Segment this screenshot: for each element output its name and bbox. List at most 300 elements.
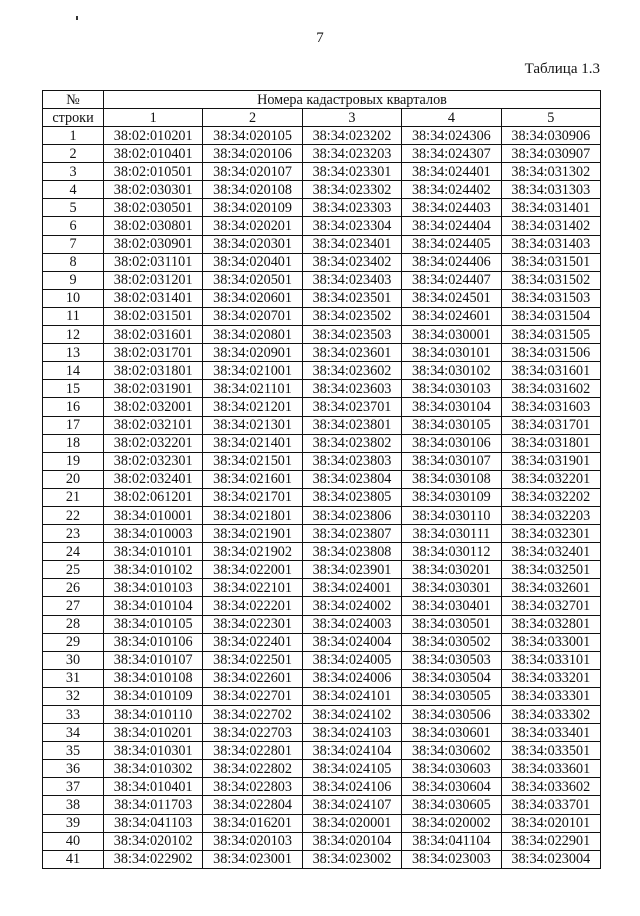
cadastral-number-cell: 38:02:010201 [104, 127, 203, 145]
cadastral-number-cell: 38:34:031603 [501, 398, 600, 416]
cadastral-number-cell: 38:34:022801 [203, 742, 302, 760]
row-number-cell: 30 [43, 651, 104, 669]
row-number-header-line1: № [43, 91, 104, 109]
row-number-cell: 4 [43, 181, 104, 199]
cadastral-number-cell: 38:34:023602 [302, 362, 401, 380]
cadastral-number-cell: 38:34:024107 [302, 796, 401, 814]
cadastral-number-cell: 38:34:022703 [203, 724, 302, 742]
cadastral-number-cell: 38:34:010101 [104, 543, 203, 561]
cadastral-number-cell: 38:34:030505 [402, 687, 501, 705]
cadastral-number-cell: 38:34:023301 [302, 163, 401, 181]
cadastral-number-cell: 38:34:010109 [104, 687, 203, 705]
cadastral-number-cell: 38:34:023002 [302, 850, 401, 868]
table-row [43, 452, 601, 470]
cadastral-number-cell: 38:34:023808 [302, 543, 401, 561]
cadastral-number-cell: 38:34:024401 [402, 163, 501, 181]
cadastral-number-cell: 38:34:031501 [501, 253, 600, 271]
cadastral-number-cell: 38:34:020002 [402, 814, 501, 832]
cadastral-number-cell: 38:34:010110 [104, 706, 203, 724]
table-row [43, 380, 601, 398]
cadastral-number-cell: 38:02:032201 [104, 434, 203, 452]
cadastral-number-cell: 38:34:016201 [203, 814, 302, 832]
table-row [43, 488, 601, 506]
cadastral-number-cell: 38:34:020108 [203, 181, 302, 199]
cadastral-number-cell: 38:34:030601 [402, 724, 501, 742]
cadastral-number-cell: 38:34:022401 [203, 633, 302, 651]
cadastral-number-cell: 38:34:031701 [501, 416, 600, 434]
cadastral-number-cell: 38:34:024003 [302, 615, 401, 633]
table-row [43, 289, 601, 307]
table-row [43, 217, 601, 235]
cadastral-number-cell: 38:34:033501 [501, 742, 600, 760]
cadastral-number-cell: 38:34:022804 [203, 796, 302, 814]
cadastral-number-cell: 38:34:020201 [203, 217, 302, 235]
row-number-header-line2: строки [43, 109, 104, 127]
cadastral-number-cell: 38:34:031601 [501, 362, 600, 380]
cadastral-number-cell: 38:34:030111 [402, 525, 501, 543]
row-number-cell: 18 [43, 434, 104, 452]
cadastral-number-cell: 38:34:023503 [302, 326, 401, 344]
cadastral-number-cell: 38:34:030112 [402, 543, 501, 561]
cadastral-number-cell: 38:34:020101 [501, 814, 600, 832]
cadastral-number-cell: 38:34:032601 [501, 579, 600, 597]
cadastral-number-cell: 38:34:024406 [402, 253, 501, 271]
cadastral-number-cell: 38:02:030301 [104, 181, 203, 199]
column-header-3: 3 [302, 109, 401, 127]
cadastral-number-cell: 38:34:021501 [203, 452, 302, 470]
table-row [43, 398, 601, 416]
table-row [43, 742, 601, 760]
table-row [43, 434, 601, 452]
table-row [43, 416, 601, 434]
cadastral-number-cell: 38:34:032501 [501, 561, 600, 579]
cadastral-number-cell: 38:34:023003 [402, 850, 501, 868]
cadastral-number-cell: 38:02:030501 [104, 199, 203, 217]
cadastral-number-cell: 38:34:023804 [302, 470, 401, 488]
cadastral-number-cell: 38:34:032203 [501, 506, 600, 524]
cadastral-number-cell: 38:34:033101 [501, 651, 600, 669]
cadastral-number-cell: 38:34:021001 [203, 362, 302, 380]
cadastral-number-cell: 38:34:030605 [402, 796, 501, 814]
cadastral-number-cell: 38:34:021902 [203, 543, 302, 561]
cadastral-number-cell: 38:34:033602 [501, 778, 600, 796]
cadastral-number-cell: 38:34:033001 [501, 633, 600, 651]
table-row [43, 850, 601, 868]
cadastral-number-cell: 38:34:023001 [203, 850, 302, 868]
cadastral-number-cell: 38:34:030107 [402, 452, 501, 470]
cadastral-number-cell: 38:34:021801 [203, 506, 302, 524]
cadastral-number-cell: 38:34:024006 [302, 669, 401, 687]
row-number-cell: 25 [43, 561, 104, 579]
cadastral-number-cell: 38:34:023806 [302, 506, 401, 524]
cadastral-number-cell: 38:02:030801 [104, 217, 203, 235]
cadastral-number-cell: 38:34:031505 [501, 326, 600, 344]
cadastral-number-cell: 38:34:030101 [402, 344, 501, 362]
cadastral-number-cell: 38:34:023202 [302, 127, 401, 145]
cadastral-number-cell: 38:34:031801 [501, 434, 600, 452]
cadastral-number-cell: 38:34:010103 [104, 579, 203, 597]
table-row [43, 253, 601, 271]
cadastral-number-cell: 38:34:024403 [402, 199, 501, 217]
table-row [43, 651, 601, 669]
table-row [43, 615, 601, 633]
cadastral-number-cell: 38:34:011703 [104, 796, 203, 814]
row-number-cell: 20 [43, 470, 104, 488]
cadastral-number-cell: 38:34:010107 [104, 651, 203, 669]
cadastral-number-cell: 38:34:030104 [402, 398, 501, 416]
table-row [43, 506, 601, 524]
table-row [43, 199, 601, 217]
table-row [43, 326, 601, 344]
table-row [43, 235, 601, 253]
cadastral-number-cell: 38:34:031504 [501, 307, 600, 325]
cadastral-number-cell: 38:34:021201 [203, 398, 302, 416]
table-row [43, 687, 601, 705]
cadastral-number-cell: 38:34:024102 [302, 706, 401, 724]
cadastral-number-cell: 38:34:020001 [302, 814, 401, 832]
cadastral-number-cell: 38:34:031302 [501, 163, 600, 181]
cadastral-number-cell: 38:34:010302 [104, 760, 203, 778]
cadastral-number-cell: 38:34:010102 [104, 561, 203, 579]
cadastral-number-cell: 38:34:023502 [302, 307, 401, 325]
cadastral-number-cell: 38:34:023004 [501, 850, 600, 868]
cadastral-number-cell: 38:02:031801 [104, 362, 203, 380]
cadastral-number-cell: 38:34:031303 [501, 181, 600, 199]
cadastral-number-cell: 38:34:024105 [302, 760, 401, 778]
cadastral-number-cell: 38:34:010104 [104, 597, 203, 615]
cadastral-number-cell: 38:34:022902 [104, 850, 203, 868]
row-number-cell: 37 [43, 778, 104, 796]
cadastral-number-cell: 38:34:033701 [501, 796, 600, 814]
row-number-cell: 24 [43, 543, 104, 561]
cadastral-number-cell: 38:34:023303 [302, 199, 401, 217]
row-number-cell: 2 [43, 145, 104, 163]
cadastral-number-cell: 38:02:031601 [104, 326, 203, 344]
column-header-2: 2 [203, 109, 302, 127]
cadastral-number-cell: 38:34:021101 [203, 380, 302, 398]
cadastral-number-cell: 38:34:030301 [402, 579, 501, 597]
cadastral-number-cell: 38:34:021701 [203, 488, 302, 506]
row-number-cell: 14 [43, 362, 104, 380]
cadastral-number-cell: 38:34:020501 [203, 271, 302, 289]
row-number-cell: 13 [43, 344, 104, 362]
cadastral-number-cell: 38:34:020401 [203, 253, 302, 271]
row-number-cell: 39 [43, 814, 104, 832]
cadastral-number-cell: 38:34:030504 [402, 669, 501, 687]
cadastral-number-cell: 38:34:021901 [203, 525, 302, 543]
cadastral-number-cell: 38:34:031402 [501, 217, 600, 235]
cadastral-number-cell: 38:34:022701 [203, 687, 302, 705]
cadastral-number-cell: 38:34:024306 [402, 127, 501, 145]
row-number-cell: 38 [43, 796, 104, 814]
cadastral-number-cell: 38:02:031701 [104, 344, 203, 362]
cadastral-number-cell: 38:34:020103 [203, 832, 302, 850]
cadastral-number-cell: 38:34:024101 [302, 687, 401, 705]
cadastral-number-cell: 38:34:032301 [501, 525, 600, 543]
table-row [43, 127, 601, 145]
cadastral-number-cell: 38:34:024601 [402, 307, 501, 325]
cadastral-number-cell: 38:34:033201 [501, 669, 600, 687]
cadastral-number-cell: 38:34:030105 [402, 416, 501, 434]
row-number-cell: 6 [43, 217, 104, 235]
table-row [43, 579, 601, 597]
table-row [43, 470, 601, 488]
column-header-4: 4 [402, 109, 501, 127]
cadastral-number-cell: 38:02:031101 [104, 253, 203, 271]
table-row [43, 778, 601, 796]
table-row [43, 525, 601, 543]
table-row [43, 597, 601, 615]
cadastral-number-cell: 38:34:023401 [302, 235, 401, 253]
table-body [43, 127, 601, 869]
row-number-cell: 16 [43, 398, 104, 416]
cadastral-number-cell: 38:34:021301 [203, 416, 302, 434]
cadastral-number-cell: 38:34:030001 [402, 326, 501, 344]
table-row [43, 145, 601, 163]
row-number-cell: 33 [43, 706, 104, 724]
cadastral-number-cell: 38:34:020107 [203, 163, 302, 181]
table-row [43, 271, 601, 289]
cadastral-number-cell: 38:02:031901 [104, 380, 203, 398]
row-number-cell: 29 [43, 633, 104, 651]
cadastral-number-cell: 38:34:024307 [402, 145, 501, 163]
row-number-cell: 31 [43, 669, 104, 687]
cadastral-number-cell: 38:34:020104 [302, 832, 401, 850]
cadastral-number-cell: 38:34:031502 [501, 271, 600, 289]
cadastral-number-cell: 38:34:023802 [302, 434, 401, 452]
cadastral-number-cell: 38:34:020105 [203, 127, 302, 145]
cadastral-number-cell: 38:34:020109 [203, 199, 302, 217]
table-row [43, 669, 601, 687]
table-row [43, 543, 601, 561]
cadastral-number-cell: 38:34:021401 [203, 434, 302, 452]
cadastral-number-cell: 38:02:010501 [104, 163, 203, 181]
table-row [43, 307, 601, 325]
table-row [43, 706, 601, 724]
cadastral-number-cell: 38:34:022201 [203, 597, 302, 615]
cadastral-number-cell: 38:34:030401 [402, 597, 501, 615]
row-number-cell: 12 [43, 326, 104, 344]
cadastral-number-cell: 38:02:032001 [104, 398, 203, 416]
cadastral-number-cell: 38:34:020801 [203, 326, 302, 344]
row-number-cell: 21 [43, 488, 104, 506]
cadastral-number-cell: 38:34:024407 [402, 271, 501, 289]
table-row [43, 814, 601, 832]
cadastral-number-cell: 38:34:033401 [501, 724, 600, 742]
cadastral-number-cell: 38:34:024402 [402, 181, 501, 199]
cadastral-number-cell: 38:34:020102 [104, 832, 203, 850]
cadastral-number-cell: 38:34:032801 [501, 615, 600, 633]
cadastral-number-cell: 38:34:032202 [501, 488, 600, 506]
cadastral-number-cell: 38:34:010108 [104, 669, 203, 687]
cadastral-number-cell: 38:34:021601 [203, 470, 302, 488]
row-number-cell: 26 [43, 579, 104, 597]
cadastral-number-cell: 38:34:010106 [104, 633, 203, 651]
cadastral-number-cell: 38:34:010001 [104, 506, 203, 524]
cadastral-number-cell: 38:34:030906 [501, 127, 600, 145]
cadastral-number-cell: 38:34:030201 [402, 561, 501, 579]
cadastral-number-cell: 38:34:033301 [501, 687, 600, 705]
cadastral-number-cell: 38:34:033601 [501, 760, 600, 778]
cadastral-number-cell: 38:34:030106 [402, 434, 501, 452]
cadastral-number-cell: 38:34:023601 [302, 344, 401, 362]
cadastral-number-cell: 38:02:032401 [104, 470, 203, 488]
row-number-cell: 1 [43, 127, 104, 145]
cadastral-number-cell: 38:34:030602 [402, 742, 501, 760]
table-row [43, 724, 601, 742]
row-number-cell: 11 [43, 307, 104, 325]
cadastral-number-cell: 38:34:023901 [302, 561, 401, 579]
cadastral-number-cell: 38:34:024002 [302, 597, 401, 615]
cadastral-number-cell: 38:02:032301 [104, 452, 203, 470]
row-number-cell: 23 [43, 525, 104, 543]
group-header: Номера кадастровых кварталов [104, 91, 601, 109]
cadastral-number-cell: 38:34:032201 [501, 470, 600, 488]
cadastral-number-cell: 38:34:023807 [302, 525, 401, 543]
row-number-cell: 22 [43, 506, 104, 524]
cadastral-number-cell: 38:34:031901 [501, 452, 600, 470]
cadastral-number-cell: 38:34:031602 [501, 380, 600, 398]
cadastral-number-cell: 38:34:022802 [203, 760, 302, 778]
cadastral-number-cell: 38:34:023801 [302, 416, 401, 434]
cadastral-number-cell: 38:02:061201 [104, 488, 203, 506]
cadastral-number-cell: 38:34:020106 [203, 145, 302, 163]
cadastral-number-cell: 38:34:030603 [402, 760, 501, 778]
cadastral-number-cell: 38:34:022001 [203, 561, 302, 579]
cadastral-number-cell: 38:34:020901 [203, 344, 302, 362]
table-row [43, 362, 601, 380]
row-number-cell: 32 [43, 687, 104, 705]
row-number-cell: 5 [43, 199, 104, 217]
cadastral-number-cell: 38:34:023501 [302, 289, 401, 307]
page-number: 7 [316, 30, 324, 46]
cadastral-number-cell: 38:34:022301 [203, 615, 302, 633]
row-number-cell: 40 [43, 832, 104, 850]
cadastral-number-cell: 38:34:031506 [501, 344, 600, 362]
cadastral-number-cell: 38:34:020601 [203, 289, 302, 307]
cadastral-number-cell: 38:34:022501 [203, 651, 302, 669]
cadastral-number-cell: 38:34:023603 [302, 380, 401, 398]
row-number-cell: 36 [43, 760, 104, 778]
table-row [43, 344, 601, 362]
cadastral-number-cell: 38:34:030103 [402, 380, 501, 398]
cadastral-number-cell: 38:02:032101 [104, 416, 203, 434]
column-header-5: 5 [501, 109, 600, 127]
cadastral-number-cell: 38:34:024103 [302, 724, 401, 742]
cadastral-number-cell: 38:34:031503 [501, 289, 600, 307]
table-row [43, 633, 601, 651]
table-row [43, 832, 601, 850]
row-number-cell: 19 [43, 452, 104, 470]
scan-speck [76, 16, 78, 20]
row-number-cell: 41 [43, 850, 104, 868]
cadastral-number-cell: 38:34:023803 [302, 452, 401, 470]
cadastral-number-cell: 38:34:024104 [302, 742, 401, 760]
row-number-cell: 7 [43, 235, 104, 253]
cadastral-number-cell: 38:34:041104 [402, 832, 501, 850]
cadastral-number-cell: 38:34:030506 [402, 706, 501, 724]
cadastral-number-cell: 38:34:030907 [501, 145, 600, 163]
cadastral-number-cell: 38:34:030503 [402, 651, 501, 669]
cadastral-number-cell: 38:34:030502 [402, 633, 501, 651]
cadastral-number-cell: 38:34:024404 [402, 217, 501, 235]
cadastral-number-cell: 38:34:024106 [302, 778, 401, 796]
row-number-cell: 27 [43, 597, 104, 615]
cadastral-number-cell: 38:34:010003 [104, 525, 203, 543]
cadastral-number-cell: 38:34:031403 [501, 235, 600, 253]
cadastral-number-cell: 38:34:030110 [402, 506, 501, 524]
cadastral-number-cell: 38:34:022803 [203, 778, 302, 796]
table-caption: Таблица 1.3 [524, 61, 600, 77]
row-number-cell: 8 [43, 253, 104, 271]
table-row [43, 561, 601, 579]
cadastral-number-cell: 38:34:030109 [402, 488, 501, 506]
cadastral-number-cell: 38:34:023403 [302, 271, 401, 289]
cadastral-number-cell: 38:34:010201 [104, 724, 203, 742]
cadastral-number-cell: 38:34:022901 [501, 832, 600, 850]
column-header-1: 1 [104, 109, 203, 127]
cadastral-quarters-table [42, 90, 601, 869]
cadastral-number-cell: 38:34:030108 [402, 470, 501, 488]
row-number-cell: 28 [43, 615, 104, 633]
cadastral-number-cell: 38:34:032401 [501, 543, 600, 561]
cadastral-number-cell: 38:34:041103 [104, 814, 203, 832]
table-row [43, 796, 601, 814]
cadastral-number-cell: 38:34:030102 [402, 362, 501, 380]
cadastral-number-cell: 38:02:031201 [104, 271, 203, 289]
cadastral-number-cell: 38:34:024005 [302, 651, 401, 669]
cadastral-number-cell: 38:34:024501 [402, 289, 501, 307]
cadastral-number-cell: 38:02:010401 [104, 145, 203, 163]
cadastral-number-cell: 38:34:022702 [203, 706, 302, 724]
cadastral-number-cell: 38:34:024405 [402, 235, 501, 253]
cadastral-number-cell: 38:34:020301 [203, 235, 302, 253]
row-number-cell: 34 [43, 724, 104, 742]
cadastral-number-cell: 38:34:031401 [501, 199, 600, 217]
cadastral-number-cell: 38:34:023302 [302, 181, 401, 199]
table-row [43, 181, 601, 199]
cadastral-number-cell: 38:34:010301 [104, 742, 203, 760]
row-number-cell: 10 [43, 289, 104, 307]
cadastral-number-cell: 38:34:023304 [302, 217, 401, 235]
table-row [43, 760, 601, 778]
cadastral-number-cell: 38:34:033302 [501, 706, 600, 724]
row-number-cell: 17 [43, 416, 104, 434]
row-number-cell: 35 [43, 742, 104, 760]
cadastral-number-cell: 38:34:032701 [501, 597, 600, 615]
row-number-cell: 15 [43, 380, 104, 398]
cadastral-number-cell: 38:34:030501 [402, 615, 501, 633]
cadastral-number-cell: 38:34:022601 [203, 669, 302, 687]
cadastral-number-cell: 38:34:022101 [203, 579, 302, 597]
cadastral-number-cell: 38:02:031501 [104, 307, 203, 325]
cadastral-number-cell: 38:34:030604 [402, 778, 501, 796]
cadastral-number-cell: 38:34:024001 [302, 579, 401, 597]
cadastral-number-cell: 38:34:023402 [302, 253, 401, 271]
cadastral-number-cell: 38:02:030901 [104, 235, 203, 253]
cadastral-number-cell: 38:34:023701 [302, 398, 401, 416]
cadastral-number-cell: 38:02:031401 [104, 289, 203, 307]
cadastral-number-cell: 38:34:024004 [302, 633, 401, 651]
row-number-cell: 9 [43, 271, 104, 289]
table-row [43, 163, 601, 181]
row-number-cell: 3 [43, 163, 104, 181]
cadastral-number-cell: 38:34:010105 [104, 615, 203, 633]
cadastral-number-cell: 38:34:010401 [104, 778, 203, 796]
cadastral-number-cell: 38:34:020701 [203, 307, 302, 325]
cadastral-number-cell: 38:34:023805 [302, 488, 401, 506]
table-header [43, 91, 601, 127]
